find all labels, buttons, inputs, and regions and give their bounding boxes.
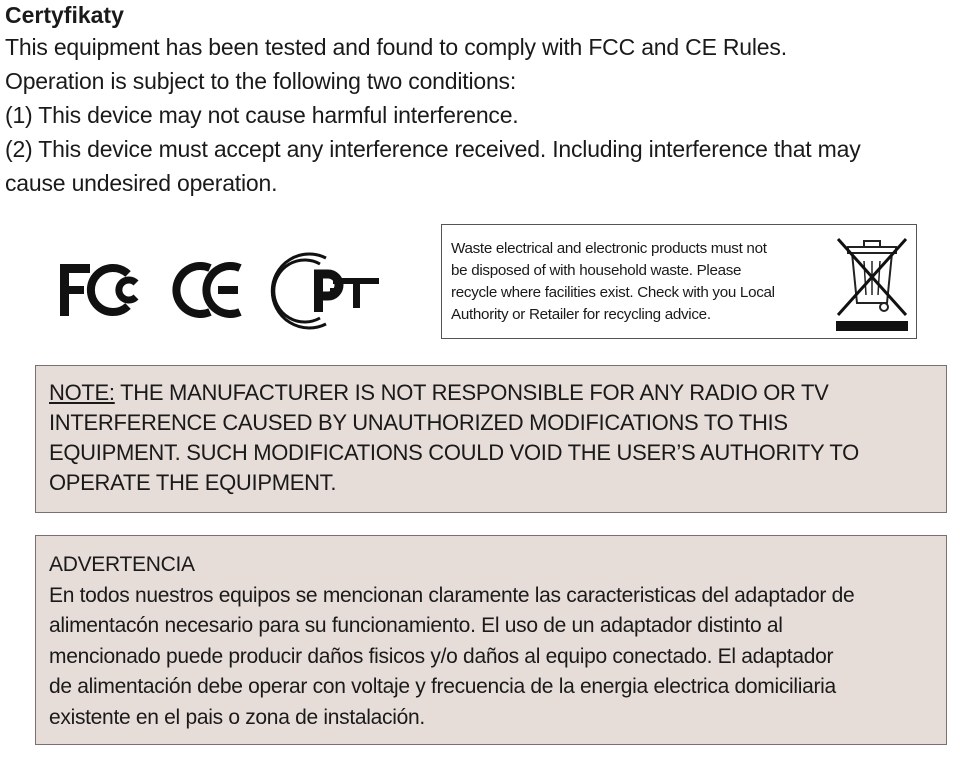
weee-line: recycle where facilities exist. Check with you Local <box>451 284 775 301</box>
note-line-text: THE MANUFACTURER IS NOT RESPONSIBLE FOR ANY RADIO OR TV <box>114 380 829 405</box>
weee-notice-text <box>451 238 827 326</box>
note-line: INTERFERENCE CAUSED BY UNAUTHORIZED MODIFICATIONS TO THIS <box>49 410 788 435</box>
ce-mark-icon <box>176 266 240 314</box>
page-title: Certyfikaty <box>5 2 124 28</box>
note-text <box>49 378 929 498</box>
weee-notice-box <box>441 224 917 339</box>
certification-logos <box>58 250 398 330</box>
advertencia-line: alimentacón necesario para su funcionamiento. El uso de un adaptador distinto al <box>49 614 783 637</box>
note-line: OPERATE THE EQUIPMENT. <box>49 470 337 495</box>
weee-line: Authority or Retailer for recycling advice. <box>451 306 711 323</box>
note-box <box>35 365 947 513</box>
advertencia-line: mencionado puede producir daños fisicos y/o daños al equipo conectado. El adaptador <box>49 644 834 668</box>
compliance-line: cause undesired operation. <box>5 170 278 196</box>
weee-line: be disposed of with household waste. Please <box>451 262 742 279</box>
compliance-statement <box>5 30 955 200</box>
compliance-line: Operation is subject to the following two conditions: <box>5 68 517 94</box>
pct-gost-mark-icon <box>272 254 379 328</box>
crossed-out-wheelie-bin-icon <box>834 233 910 333</box>
compliance-line: (1) This device may not cause harmful interference. <box>5 102 519 128</box>
weee-line: Waste electrical and electronic products must not <box>451 240 767 257</box>
note-line <box>49 378 929 408</box>
note-label: NOTE: <box>49 380 115 405</box>
advertencia-title: ADVERTENCIA <box>49 553 195 576</box>
advertencia-box <box>35 535 947 745</box>
compliance-line: (2) This device must accept any interference received. Including interference that may <box>5 136 861 162</box>
fcc-logo-icon <box>60 264 136 316</box>
compliance-line: This equipment has been tested and found to comply with FCC and CE Rules. <box>5 34 787 60</box>
advertencia-line: En todos nuestros equipos se mencionan claramente las caracteristicas del adaptador de <box>49 583 855 607</box>
advertencia-line: de alimentación debe operar con voltaje y frecuencia de la energia electrica domiciliaria <box>49 675 836 698</box>
note-line: EQUIPMENT. SUCH MODIFICATIONS COULD VOID THE USER’S AUTHORITY TO <box>49 440 859 465</box>
advertencia-line: existente en el pais o zona de instalación. <box>49 705 425 729</box>
advertencia-text <box>49 550 939 733</box>
